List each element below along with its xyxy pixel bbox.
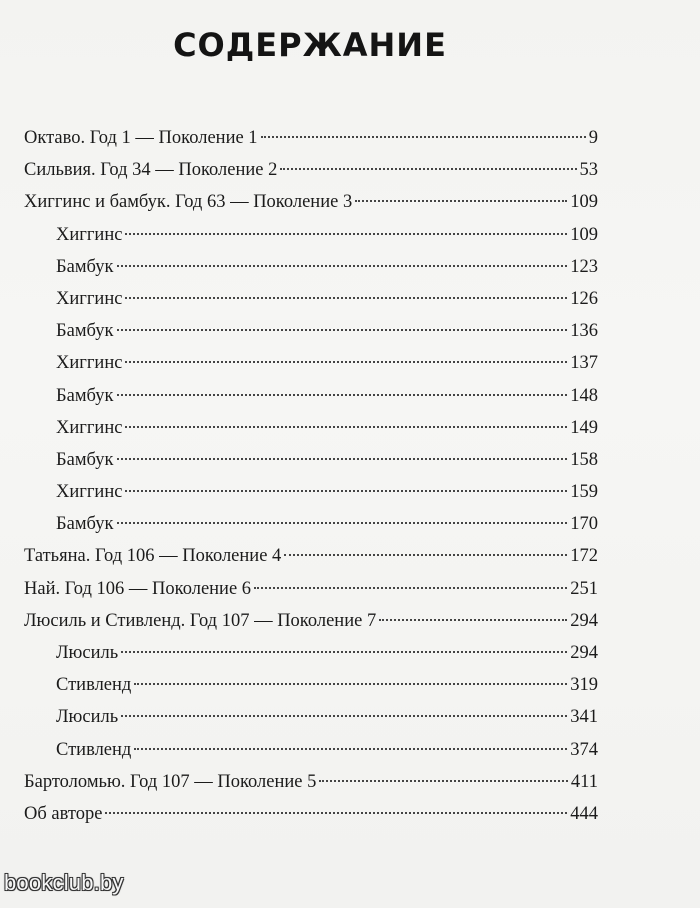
- toc-entry-label: Хиггинс и бамбук. Год 63 — Поколение 3: [24, 192, 353, 213]
- toc-entry-page-number: 294: [570, 643, 598, 663]
- toc-entry: [24, 508, 598, 540]
- toc-entry-label: Хиггинс: [56, 224, 123, 245]
- toc-entry-label: Хиггинс: [56, 482, 123, 503]
- toc-entry-label: Бамбук: [56, 514, 114, 535]
- toc-entry-page-number: 136: [570, 321, 598, 342]
- dot-leader: [117, 394, 568, 396]
- dot-leader: [117, 329, 568, 331]
- dot-leader: [125, 490, 567, 492]
- toc-entry: [24, 154, 598, 186]
- toc-entry-page-number: 109: [570, 192, 598, 213]
- toc-entry-page-number: 126: [570, 288, 598, 309]
- toc-entry-page-number: 159: [570, 482, 598, 503]
- dot-leader: [355, 200, 567, 202]
- toc-entry-label: Хиггинс: [56, 288, 123, 309]
- toc-entry-page-number: 137: [570, 353, 598, 374]
- dot-leader: [105, 812, 567, 814]
- toc-entry-label: Сильвия. Год 34 — Поколение 2: [24, 160, 278, 181]
- toc-entry-label: Хиггинс: [56, 417, 123, 438]
- watermark-text: bookclub.by: [4, 870, 124, 895]
- toc-entry: [24, 798, 598, 830]
- toc-entry: [24, 669, 598, 701]
- toc-entry-label: Бамбук: [56, 385, 114, 406]
- toc-entry-page-number: 149: [570, 417, 598, 438]
- toc-entry: [24, 701, 598, 733]
- dot-leader: [117, 265, 568, 267]
- toc-entry-page-number: 53: [579, 160, 598, 181]
- toc-entry-page-number: 319: [570, 675, 598, 696]
- toc-entry-page-number: 9: [588, 128, 598, 148]
- dot-leader: [261, 136, 586, 138]
- toc-entry: [24, 573, 598, 605]
- toc-entry: [24, 412, 598, 444]
- dot-leader: [125, 361, 567, 363]
- toc-entry-label: Об авторе: [24, 803, 103, 824]
- toc-entry-page-number: 172: [570, 546, 598, 567]
- toc-entry: [24, 186, 598, 218]
- toc-entry: [24, 315, 598, 347]
- dot-leader: [121, 715, 567, 717]
- dot-leader: [134, 683, 567, 685]
- dot-leader: [125, 426, 567, 428]
- toc-entry-page-number: 444: [570, 803, 598, 824]
- toc-entry-page-number: 251: [570, 578, 598, 599]
- toc-entry: [24, 605, 598, 637]
- toc-entry: [24, 766, 598, 798]
- toc-entry-label: Най. Год 106 — Поколение 6: [24, 578, 252, 599]
- toc-entry: [24, 734, 598, 766]
- toc-entry: [24, 476, 598, 508]
- toc-entry-label: Люсиль и Стивленд. Год 107 — Поколение 7: [24, 610, 377, 631]
- toc-entry-label: Стивленд: [56, 739, 132, 760]
- dot-leader: [121, 651, 567, 653]
- toc-entry-page-number: 170: [570, 514, 598, 535]
- toc-entry-label: Октаво. Год 1 — Поколение 1: [24, 128, 258, 148]
- toc-entry-label: Стивленд: [56, 675, 132, 696]
- toc-entry-label: Бамбук: [56, 256, 114, 277]
- toc-entry: [24, 219, 598, 251]
- dot-leader: [134, 748, 567, 750]
- toc-entry: [24, 380, 598, 412]
- dot-leader: [254, 587, 567, 589]
- toc-entry: [24, 347, 598, 379]
- toc-entry-label: Бамбук: [56, 449, 114, 470]
- dot-leader: [125, 297, 567, 299]
- toc-entry-label: Люсиль: [56, 643, 119, 663]
- toc-entry: [24, 540, 598, 572]
- table-of-contents: [24, 122, 598, 830]
- toc-entry-label: Бартоломью. Год 107 — Поколение 5: [24, 771, 317, 792]
- page-title: СОДЕРЖАНИЕ: [173, 26, 447, 64]
- toc-entry-page-number: 123: [570, 256, 598, 277]
- toc-entry-page-number: 148: [570, 385, 598, 406]
- dot-leader: [117, 458, 568, 460]
- dot-leader: [125, 233, 567, 235]
- toc-entry-page-number: 411: [570, 771, 598, 792]
- dot-leader: [280, 168, 576, 170]
- toc-entry: [24, 122, 598, 154]
- toc-entry: [24, 251, 598, 283]
- toc-entry-page-number: 341: [570, 707, 598, 728]
- toc-entry: [24, 444, 598, 476]
- toc-entry-page-number: 109: [570, 224, 598, 245]
- toc-entry-page-number: 294: [570, 610, 598, 631]
- dot-leader: [319, 780, 568, 782]
- toc-entry-page-number: 374: [570, 739, 598, 760]
- dot-leader: [379, 619, 567, 621]
- dot-leader: [117, 522, 568, 524]
- toc-entry: [24, 283, 598, 315]
- toc-entry-label: Хиггинс: [56, 353, 123, 374]
- toc-entry-label: Бамбук: [56, 321, 114, 342]
- toc-entry-label: Татьяна. Год 106 — Поколение 4: [24, 546, 282, 567]
- toc-entry-label: Люсиль: [56, 707, 119, 728]
- toc-entry: [24, 637, 598, 669]
- toc-entry-page-number: 158: [570, 449, 598, 470]
- dot-leader: [284, 554, 567, 556]
